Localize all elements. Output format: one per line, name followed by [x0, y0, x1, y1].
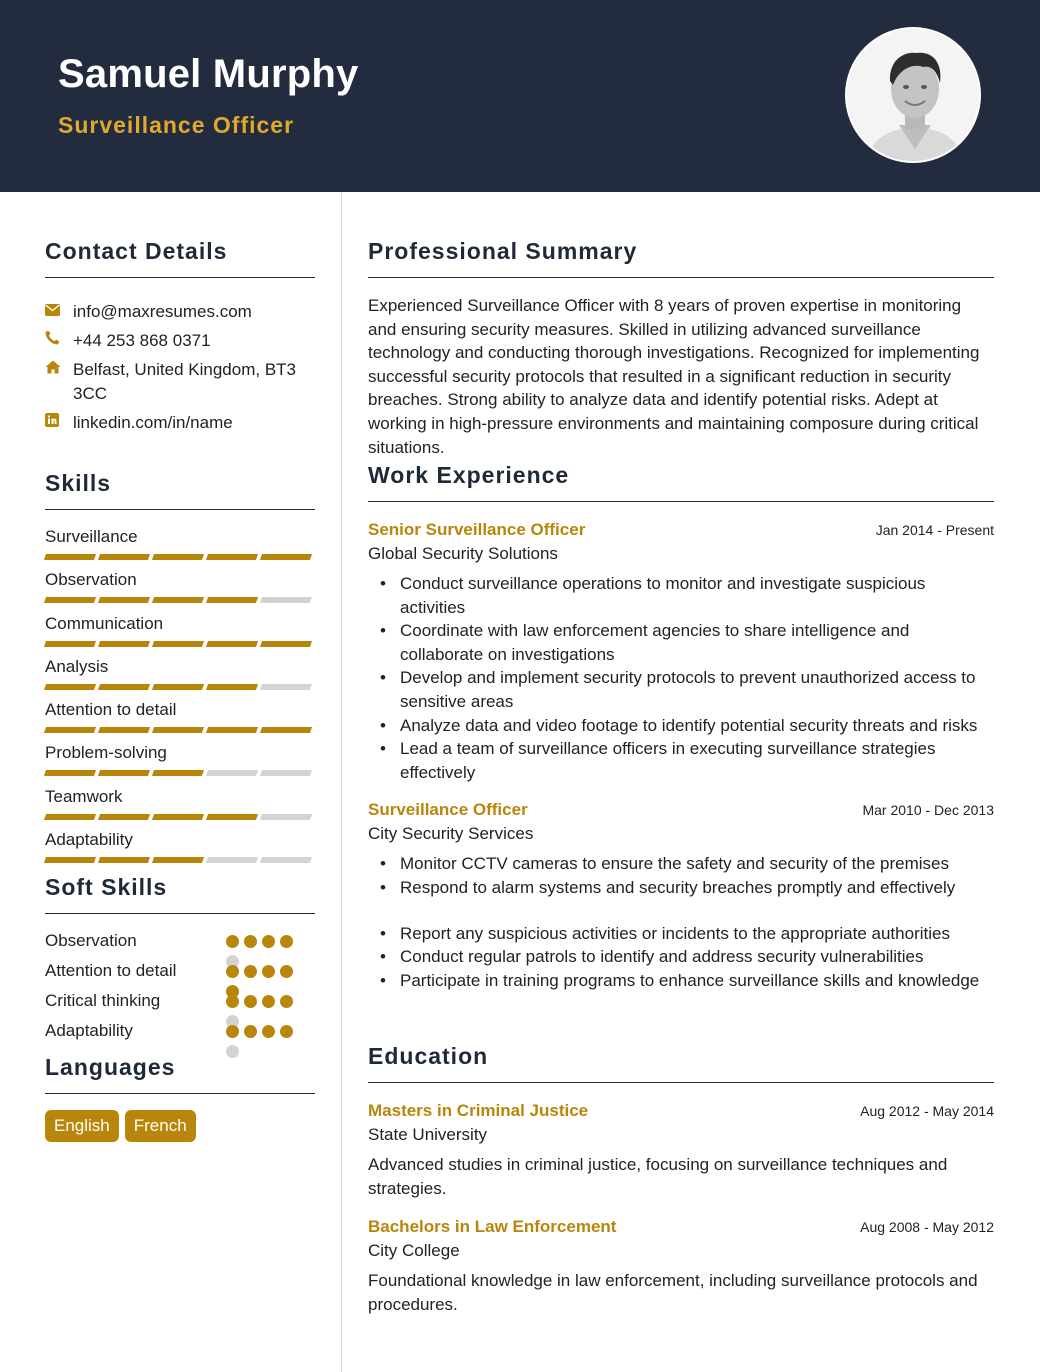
skill-item	[45, 613, 315, 656]
person-avatar-icon	[847, 29, 981, 163]
contact-phone[interactable]	[45, 329, 315, 353]
languages-section	[45, 1054, 315, 1142]
skill-segment-empty	[260, 814, 312, 820]
job-header	[368, 520, 994, 540]
contact-email-text: info@maxresumes.com	[73, 302, 252, 321]
skill-segment-filled	[206, 554, 258, 560]
skill-segment-empty	[260, 857, 312, 863]
job-title: Surveillance Officer	[368, 800, 528, 820]
section-rule	[45, 277, 315, 278]
skill-segment-filled	[152, 554, 204, 560]
job-bullet: • Respond to alarm systems and security breaches promptly and effectively	[368, 876, 994, 900]
skill-level-bar	[45, 857, 315, 863]
section-rule	[45, 913, 315, 914]
skill-segment-empty	[260, 770, 312, 776]
job-bullet: • Monitor CCTV cameras to ensure the safety and security of the premises	[368, 852, 994, 876]
education-entry	[368, 1101, 994, 1201]
job-company: Global Security Solutions	[368, 544, 558, 563]
education-heading: Education	[368, 1043, 489, 1069]
job-bullet: • Coordinate with law enforcement agencies to share intelligence and collaborate on investigations	[368, 619, 994, 666]
skill-segment-filled	[44, 857, 96, 863]
skill-segment-filled	[98, 554, 150, 560]
section-rule	[368, 1082, 994, 1083]
skill-level-bar	[45, 814, 315, 820]
skill-segment-filled	[206, 727, 258, 733]
candidate-title: Surveillance Officer	[58, 112, 295, 138]
education-description: Foundational knowledge in law enforcement, including surveillance protocols and procedures.	[368, 1271, 978, 1314]
soft-skills-heading: Soft Skills	[45, 874, 168, 900]
experience-heading: Work Experience	[368, 462, 570, 488]
column-divider	[341, 192, 342, 1372]
skill-segment-filled	[206, 814, 258, 820]
skill-segment-filled	[206, 597, 258, 603]
skill-item	[45, 569, 315, 612]
education-header	[368, 1217, 994, 1237]
school-name: State University	[368, 1125, 488, 1144]
skill-name: Surveillance	[45, 527, 138, 546]
contact-section	[45, 238, 315, 440]
experience-section	[368, 462, 994, 992]
soft-skill-item	[45, 990, 315, 1020]
degree-title: Bachelors in Law Enforcement	[368, 1217, 617, 1236]
skill-segment-filled	[152, 727, 204, 733]
skill-level-bar	[45, 597, 315, 603]
job-entry	[368, 520, 994, 784]
soft-skills-section	[45, 874, 315, 1050]
job-title: Senior Surveillance Officer	[368, 520, 586, 539]
skill-item	[45, 829, 315, 872]
skill-segment-filled	[152, 597, 204, 603]
home-icon	[45, 358, 73, 406]
skill-segment-filled	[260, 554, 312, 560]
skill-segment-filled	[152, 641, 204, 647]
education-section	[368, 1043, 994, 1317]
summary-text: Experienced Surveillance Officer with 8 years of proven expertise in monitoring and ensuring security measures. Skilled in utilizing advanced surveillance technology and conducting thorough investigations. Recognized for implementing successful security protocols that resulted in a significant reduction in security breaches. Strong ability to analyze data and identify potential risks. Adept at working in high-pressure environments and maintaining composure during critical situations.	[368, 296, 980, 457]
skill-segment-filled	[152, 770, 204, 776]
soft-skill-name: Attention to detail	[45, 961, 177, 980]
skill-level-bar	[45, 554, 315, 560]
candidate-name: Samuel Murphy	[58, 52, 359, 96]
soft-skill-name: Adaptability	[45, 1021, 133, 1040]
job-company: City Security Services	[368, 824, 534, 844]
skill-name: Observation	[45, 570, 137, 590]
skill-segment-filled	[152, 684, 204, 690]
linkedin-icon	[45, 411, 73, 435]
skill-segment-filled	[98, 727, 150, 733]
contact-linkedin[interactable]	[45, 411, 315, 435]
languages-heading: Languages	[45, 1054, 176, 1080]
contact-address	[45, 358, 315, 406]
job-bullet: • Analyze data and video footage to identify potential security threats and risks	[368, 714, 994, 738]
contact-phone-text: +44 253 868 0371	[73, 331, 211, 350]
contact-address-text: Belfast, United Kingdom, BT3 3CC	[73, 360, 297, 403]
soft-skill-name: Observation	[45, 931, 137, 950]
skill-name: Communication	[45, 613, 164, 633]
job-dates: Jan 2014 - Present	[875, 522, 994, 538]
education-description: Advanced studies in criminal justice, focusing on surveillance techniques and strategies.	[368, 1155, 948, 1198]
job-entry	[368, 800, 994, 992]
skill-segment-filled	[152, 857, 204, 863]
degree-title: Masters in Criminal Justice	[368, 1101, 589, 1120]
section-rule	[368, 277, 994, 278]
skill-segment-filled	[206, 684, 258, 690]
skill-segment-filled	[98, 641, 150, 647]
skill-item	[45, 526, 315, 569]
contact-linkedin-text: linkedin.com/in/name	[73, 413, 233, 432]
skill-name: Teamwork	[45, 786, 123, 806]
phone-icon	[45, 329, 73, 353]
soft-skill-item	[45, 960, 315, 990]
skill-segment-filled	[98, 597, 150, 603]
job-bullet: • Develop and implement security protocols to prevent unauthorized access to sensitive areas	[368, 666, 994, 713]
soft-skill-item	[45, 1020, 315, 1050]
education-header	[368, 1101, 994, 1121]
skill-segment-filled	[44, 597, 96, 603]
job-bullet: • Participate in training programs to enhance surveillance skills and knowledge	[368, 969, 994, 993]
skill-name: Analysis	[45, 656, 109, 676]
skill-segment-filled	[98, 857, 150, 863]
skill-item	[45, 742, 315, 785]
skill-segment-empty	[206, 857, 258, 863]
job-header	[368, 800, 994, 820]
job-bullet: • Conduct surveillance operations to monitor and investigate suspicious activities	[368, 572, 994, 619]
envelope-icon	[45, 300, 73, 324]
skill-segment-filled	[98, 770, 150, 776]
summary-heading: Professional Summary	[368, 238, 638, 264]
languages-list	[45, 1110, 315, 1142]
skill-segment-filled	[206, 641, 258, 647]
soft-skill-name: Critical thinking	[45, 991, 161, 1010]
skill-level-bar	[45, 770, 315, 776]
job-bullet: • Report any suspicious activities or incidents to the appropriate authorities	[368, 922, 994, 946]
skill-name: Problem-solving	[45, 743, 167, 763]
job-bullet: • Lead a team of surveillance officers in executing surveillance strategies effectively	[368, 737, 994, 784]
skills-heading: Skills	[45, 470, 112, 496]
profile-photo	[845, 27, 981, 163]
skill-segment-filled	[260, 727, 312, 733]
education-dates: Aug 2012 - May 2014	[860, 1103, 994, 1119]
job-bullet: • Conduct regular patrols to identify and address security vulnerabilities	[368, 945, 994, 969]
skill-name: Attention to detail	[45, 700, 177, 720]
skill-segment-filled	[44, 554, 96, 560]
section-rule	[368, 501, 994, 502]
skill-segment-empty	[206, 770, 258, 776]
contact-heading: Contact Details	[45, 238, 228, 264]
skill-item	[45, 786, 315, 829]
skill-segment-filled	[98, 814, 150, 820]
skills-list	[45, 526, 315, 872]
job-bullets	[368, 572, 994, 784]
skill-segment-filled	[44, 814, 96, 820]
header-banner	[0, 0, 1040, 192]
job-dates: Mar 2010 - Dec 2013	[862, 802, 994, 819]
education-entry	[368, 1217, 994, 1317]
skill-segment-filled	[44, 727, 96, 733]
skill-segment-filled	[44, 684, 96, 690]
skill-name: Adaptability	[45, 830, 133, 850]
soft-skills-list	[45, 930, 315, 1050]
skill-item	[45, 699, 315, 742]
summary-section	[368, 238, 994, 459]
skill-segment-filled	[152, 814, 204, 820]
skill-level-bar	[45, 727, 315, 733]
contact-email[interactable]	[45, 300, 315, 324]
education-dates: Aug 2008 - May 2012	[860, 1219, 994, 1235]
language-badge: English	[45, 1110, 119, 1142]
section-rule	[45, 509, 315, 510]
soft-skill-item	[45, 930, 315, 960]
skill-segment-filled	[44, 770, 96, 776]
section-rule	[45, 1093, 315, 1094]
skills-section	[45, 470, 315, 872]
language-badge: French	[125, 1110, 196, 1142]
skill-segment-filled	[44, 641, 96, 647]
skill-item	[45, 656, 315, 699]
skill-segment-empty	[260, 597, 312, 603]
skill-segment-filled	[98, 684, 150, 690]
skill-level-bar	[45, 641, 315, 647]
skill-level-bar	[45, 684, 315, 690]
skill-segment-empty	[260, 684, 312, 690]
contact-list	[45, 300, 315, 435]
school-name: City College	[368, 1241, 460, 1260]
job-bullets	[368, 852, 994, 992]
skill-segment-filled	[260, 641, 312, 647]
